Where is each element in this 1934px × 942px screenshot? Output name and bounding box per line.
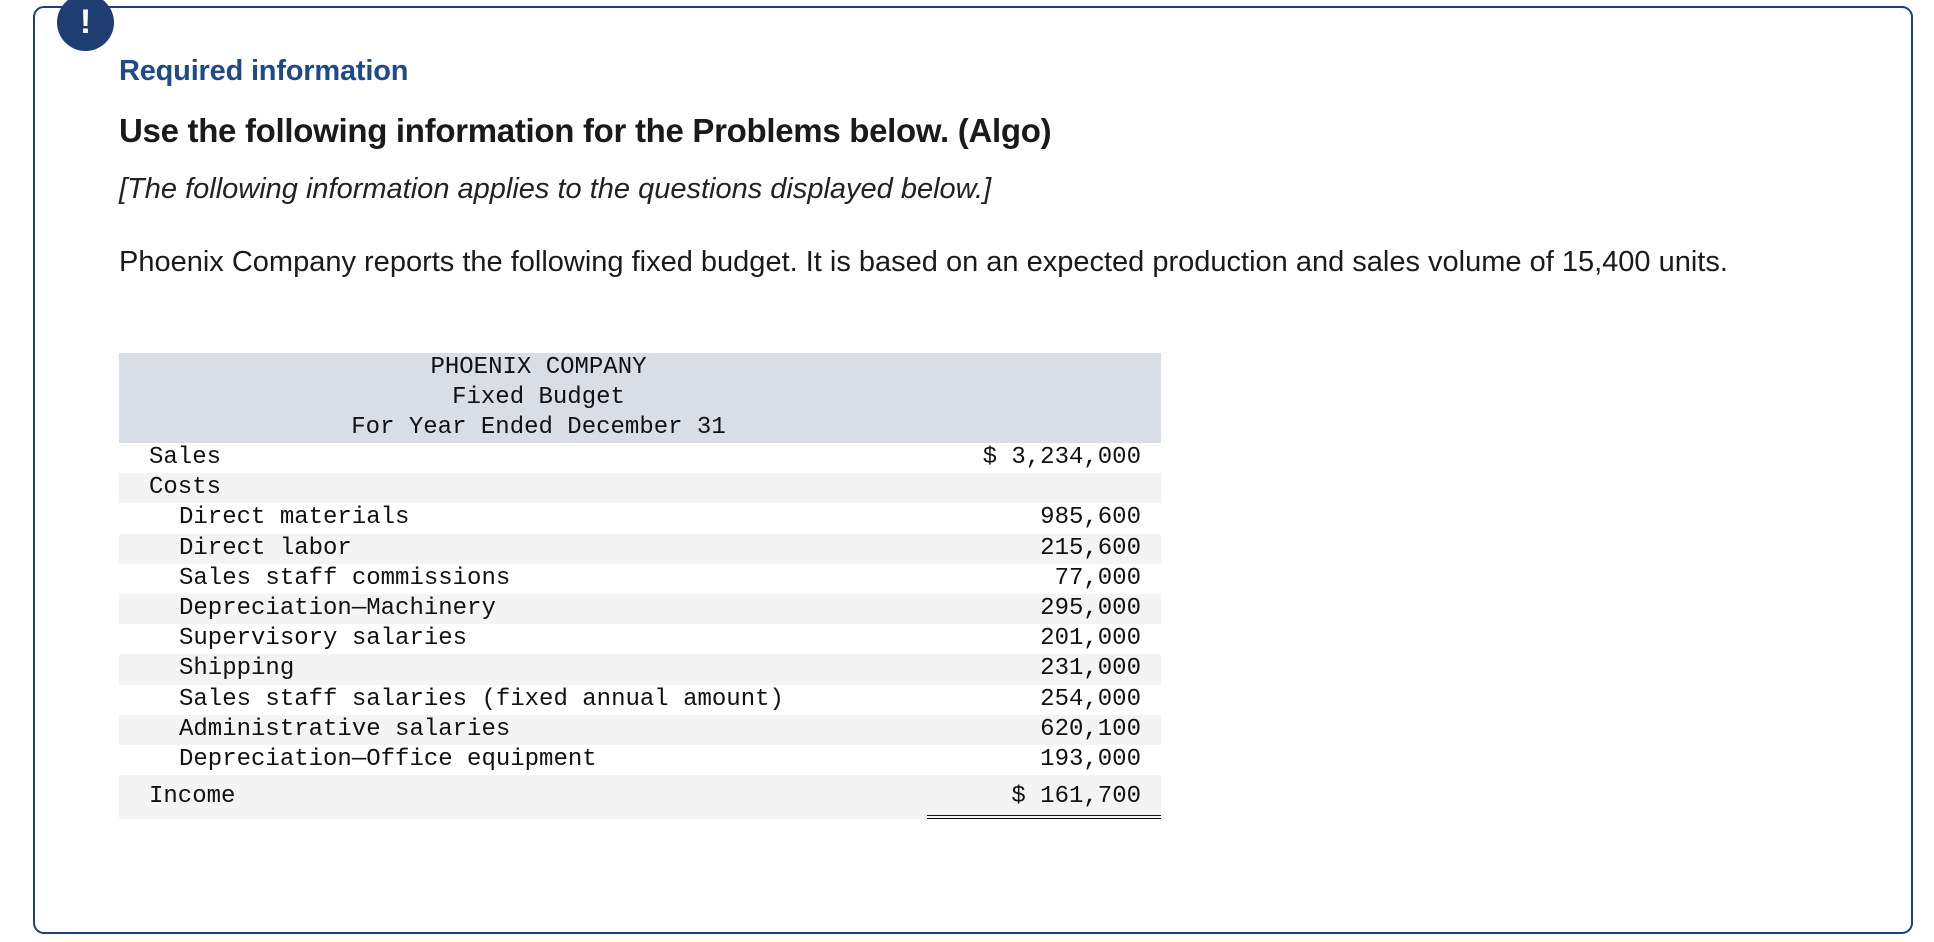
statement-title: Fixed Budget — [452, 384, 625, 411]
cost-label: Direct materials — [179, 504, 410, 532]
cost-label: Sales staff salaries (fixed annual amount) — [179, 685, 784, 713]
costs-row — [119, 473, 1161, 503]
cost-label: Administrative salaries — [179, 715, 511, 743]
table-row — [119, 594, 1161, 624]
income-row — [119, 775, 1161, 819]
cost-amount: 254,000 — [1040, 685, 1141, 713]
cost-amount: 193,000 — [1040, 745, 1141, 773]
cost-amount: 231,000 — [1040, 655, 1141, 683]
cost-amount: 620,100 — [1040, 715, 1141, 743]
sales-row — [119, 443, 1161, 473]
page-title: Use the following information for the Problems below. (Algo) — [119, 112, 1052, 149]
cost-label: Direct labor — [179, 534, 352, 562]
company-name: PHOENIX COMPANY — [430, 354, 647, 381]
cost-label: Depreciation—Machinery — [179, 594, 496, 622]
costs-label: Costs — [149, 474, 222, 502]
cost-amount: 985,600 — [1040, 504, 1141, 532]
cost-amount: 295,000 — [1040, 594, 1141, 622]
table-row — [119, 715, 1161, 745]
table-row — [119, 564, 1161, 594]
cost-amount: 201,000 — [1040, 625, 1141, 653]
sales-amount: $ 3,234,000 — [982, 444, 1141, 471]
table-row — [119, 534, 1161, 564]
cost-label: Sales staff commissions — [179, 564, 511, 592]
statement-period: For Year Ended December 31 — [351, 414, 726, 441]
problem-intro: Phoenix Company reports the following fixed budget. It is based on an expected production and sales volume of 15,400 units. — [119, 246, 1728, 278]
table-row — [119, 685, 1161, 715]
table-row — [119, 624, 1161, 654]
table-header — [119, 353, 1161, 443]
cost-label: Shipping — [179, 655, 295, 683]
required-information-label: Required information — [119, 55, 409, 87]
income-label: Income — [149, 783, 236, 811]
income-amount: $ 161,700 — [1011, 783, 1141, 811]
table-row — [119, 654, 1161, 684]
sales-label: Sales — [149, 444, 222, 471]
cost-amount: 77,000 — [1054, 564, 1141, 592]
exclamation-icon: ! — [57, 0, 114, 51]
cost-amount: 215,600 — [1040, 534, 1141, 562]
cost-label: Supervisory salaries — [179, 625, 468, 653]
table-row — [119, 745, 1161, 775]
table-row — [119, 503, 1161, 533]
cost-label: Depreciation—Office equipment — [179, 745, 597, 773]
fixed-budget-table — [119, 353, 1161, 819]
instruction-note: [The following information applies to the questions displayed below.] — [119, 173, 992, 205]
